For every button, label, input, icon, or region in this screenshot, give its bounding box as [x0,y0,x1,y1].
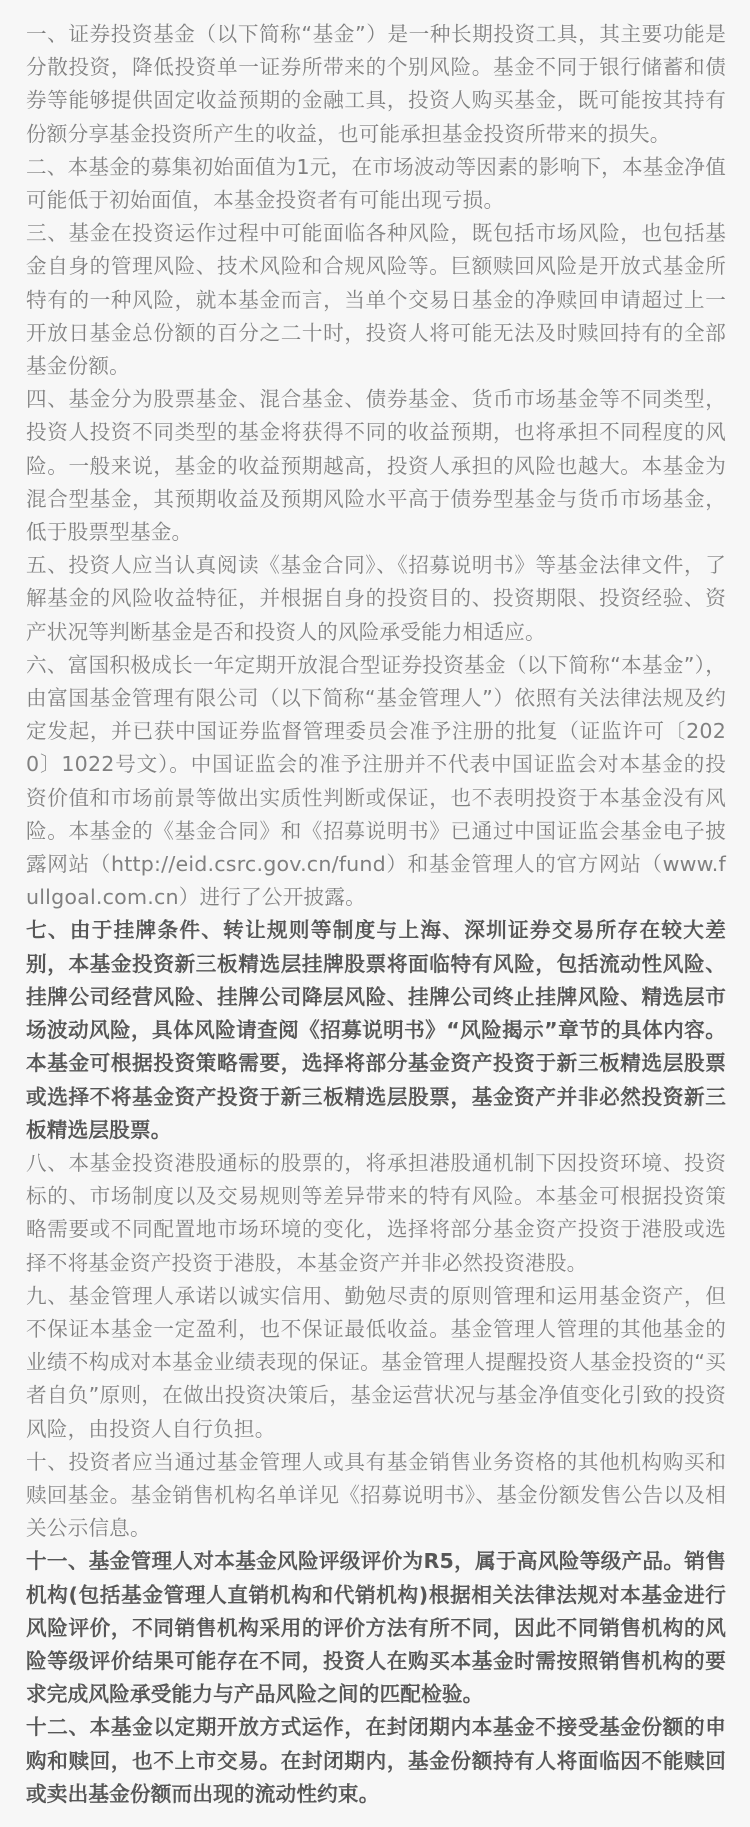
disclosure-paragraph-6: 六、富国积极成长一年定期开放混合型证券投资基金（以下简称“本基金”），由富国基金管理有限公司（以下简称“基金管理人”）依照有关法律法规及约定发起，并已获中国证券监督管理委员会准予注册的批复（证监许可〔2020〕1022号文）。中国证监会的准予注册并不代表中国证监会对本基金的投资价值和市场前景等做出实质性判断或保证，也不表明投资于本基金没有风险。本基金的《基金合同》和《招募说明书》已通过中国证监会基金电子披露网站（http://eid.csrc.gov.cn/fund）和基金管理人的官方网站（www.fullgoal.com.cn）进行了公开披露。 [26,652,726,910]
disclosure-paragraph-11: 十一、基金管理人对本基金风险评级评价为R5，属于高风险等级产品。销售机构(包括基金管理人直销机构和代销机构)根据相关法律法规对本基金进行风险评价，不同销售机构采用的评价方法有所不同，因此不同销售机构的风险等级评价结果可能存在不同，投资人在购买本基金时需按照销售机构的要求完成风险承受能力与产品风险之间的匹配检验。 [26,1549,726,1707]
disclosure-paragraph-9: 九、基金管理人承诺以诚实信用、勤勉尽责的原则管理和运用基金资产，但不保证本基金一定盈利，也不保证最低收益。基金管理人管理的其他基金的业绩不构成对本基金业绩表现的保证。基金管理人提醒投资人基金投资的“买者自负”原则，在做出投资决策后，基金运营状况与基金净值变化引致的投资风险，由投资人自行负担。 [26,1283,726,1441]
disclosure-paragraph-1: 一、证券投资基金（以下简称“基金”）是一种长期投资工具，其主要功能是分散投资，降低投资单一证券所带来的个别风险。基金不同于银行储蓄和债券等能够提供固定收益预期的金融工具，投资人购买基金，既可能按其持有份额分享基金投资所产生的收益，也可能承担基金投资所带来的损失。 [26,22,726,146]
disclosure-paragraph-5: 五、投资人应当认真阅读《基金合同》、《招募说明书》等基金法律文件，了解基金的风险收益特征，并根据自身的投资目的、投资期限、投资经验、资产状况等判断基金是否和投资人的风险承受能力相适应。 [26,553,726,644]
disclosure-paragraph-2: 二、本基金的募集初始面值为1元，在市场波动等因素的影响下，本基金净值可能低于初始面值，本基金投资者有可能出现亏损。 [26,154,726,213]
disclosure-paragraph-12: 十二、本基金以定期开放方式运作，在封闭期内本基金不接受基金份额的申购和赎回，也不上市交易。在封闭期内，基金份额持有人将面临因不能赎回或卖出基金份额而出现的流动性约束。 [26,1715,726,1806]
disclosure-paragraph-7: 七、由于挂牌条件、转让规则等制度与上海、深圳证券交易所存在较大差别，本基金投资新三板精选层挂牌股票将面临特有风险，包括流动性风险、挂牌公司经营风险、挂牌公司降层风险、挂牌公司终止挂牌风险、精选层市场波动风险，具体风险请查阅《招募说明书》“风险揭示”章节的具体内容。本基金可根据投资策略需要，选择将部分基金资产投资于新三板精选层股票或选择不将基金资产投资于新三板精选层股票，基金资产并非必然投资新三板精选层股票。 [26,918,726,1142]
disclosure-paragraph-4: 四、基金分为股票基金、混合基金、债券基金、货币市场基金等不同类型，投资人投资不同类型的基金将获得不同的收益预期，也将承担不同程度的风险。一般来说，基金的收益预期越高，投资人承担的风险也越大。本基金为混合型基金，其预期收益及预期风险水平高于债券型基金与货币市场基金，低于股票型基金。 [26,387,726,545]
disclosure-paragraph-8: 八、本基金投资港股通标的股票的，将承担港股通机制下因投资环境、投资标的、市场制度以及交易规则等差异带来的特有风险。本基金可根据投资策略需要或不同配置地市场环境的变化，选择将部分基金资产投资于港股或选择不将基金资产投资于港股，本基金资产并非必然投资港股。 [26,1150,726,1275]
disclosure-paragraph-3: 三、基金在投资运作过程中可能面临各种风险，既包括市场风险，也包括基金自身的管理风险、技术风险和合规风险等。巨额赎回风险是开放式基金所特有的一种风险，就本基金而言，当单个交易日基金的净赎回申请超过上一开放日基金总份额的百分之二十时，投资人将可能无法及时赎回持有的全部基金份额。 [26,221,726,379]
disclosure-paragraph-10: 十、投资者应当通过基金管理人或具有基金销售业务资格的其他机构购买和赎回基金。基金销售机构名单详见《招募说明书》、基金份额发售公告以及相关公示信息。 [26,1449,726,1541]
